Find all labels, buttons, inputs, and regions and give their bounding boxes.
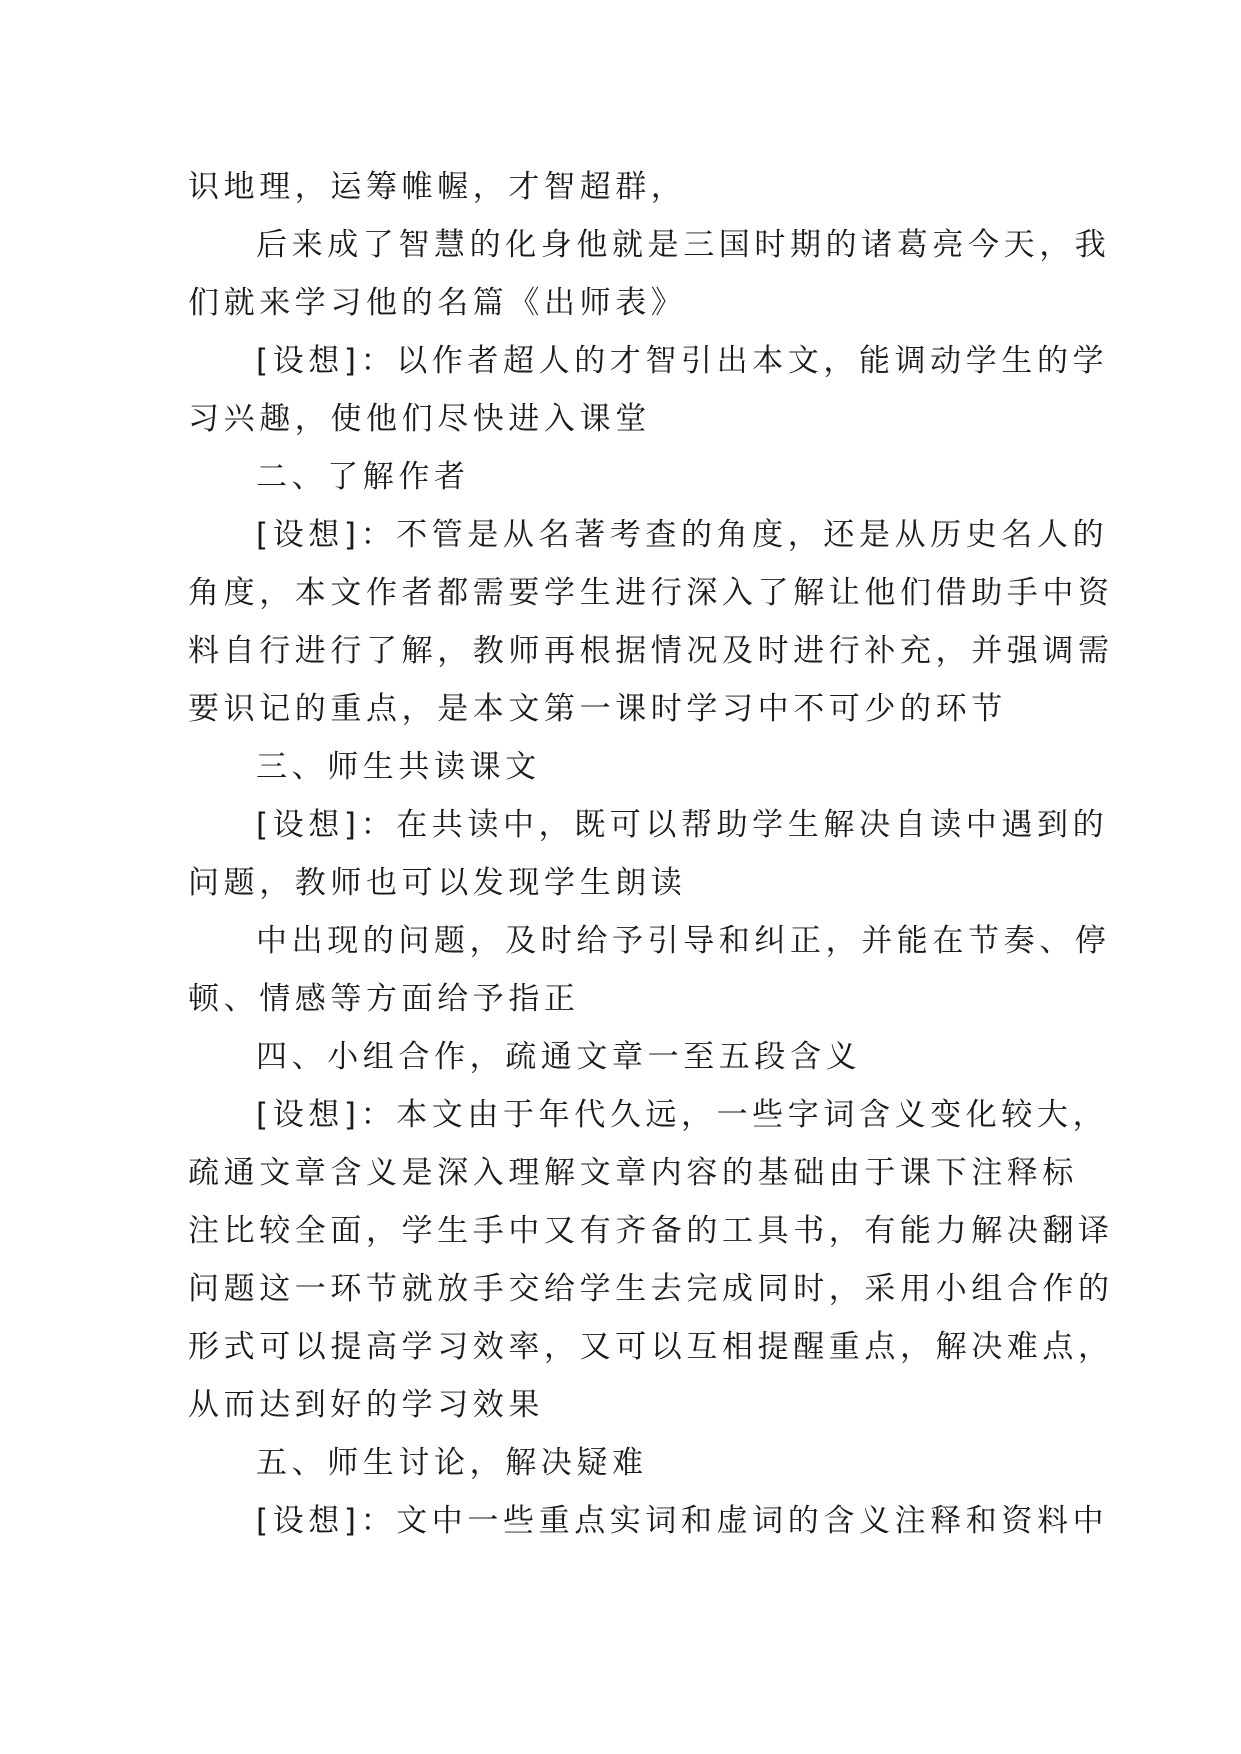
text-line: 识地理，运筹帷幄，才智超群，: [188, 169, 687, 205]
text-line: 从而达到好的学习效果: [188, 1387, 544, 1423]
text-line: 疏通文章含义是深入理解文章内容的基础由于课下注释标: [188, 1155, 1078, 1191]
text-line: [设想]：在共读中，既可以帮助学生解决自读中遇到的: [256, 807, 1109, 843]
text-line: 后来成了智慧的化身他就是三国时期的诸葛亮今天，我: [256, 227, 1111, 263]
text-line: 们就来学习他的名篇《出师表》: [188, 285, 687, 321]
text-line: 问题，教师也可以发现学生朗读: [188, 865, 687, 901]
section-heading: 三、师生共读课文: [256, 749, 541, 785]
text-line: [设想]：以作者超人的才智引出本文，能调动学生的学: [256, 343, 1109, 379]
section-heading: 五、师生讨论，解决疑难: [256, 1445, 648, 1481]
text-line: 中出现的问题，及时给予引导和纠正，并能在节奏、停: [256, 923, 1111, 959]
text-line: [设想]：不管是从名著考查的角度，还是从历史名人的: [256, 517, 1109, 553]
text-line: [设想]：文中一些重点实词和虚词的含义注释和资料中: [256, 1503, 1109, 1539]
section-heading: 二、了解作者: [256, 459, 470, 495]
text-line: 形式可以提高学习效率，又可以互相提醒重点，解决难点，: [188, 1329, 1114, 1365]
text-line: 要识记的重点，是本文第一课时学习中不可少的环节: [188, 691, 1007, 727]
section-heading: 四、小组合作，疏通文章一至五段含义: [256, 1039, 862, 1075]
text-line: [设想]：本文由于年代久远，一些字词含义变化较大，: [256, 1097, 1109, 1133]
text-line: 角度，本文作者都需要学生进行深入了解让他们借助手中资: [188, 575, 1114, 611]
text-line: 习兴趣，使他们尽快进入课堂: [188, 401, 651, 437]
text-line: 问题这一环节就放手交给学生去完成同时，采用小组合作的: [188, 1271, 1114, 1307]
document-body: [188, 158, 1114, 1550]
text-line: 注比较全面，学生手中又有齐备的工具书，有能力解决翻译: [188, 1213, 1114, 1249]
text-line: 顿、情感等方面给予指正: [188, 981, 580, 1017]
text-line: 料自行进行了解，教师再根据情况及时进行补充，并强调需: [188, 633, 1114, 669]
